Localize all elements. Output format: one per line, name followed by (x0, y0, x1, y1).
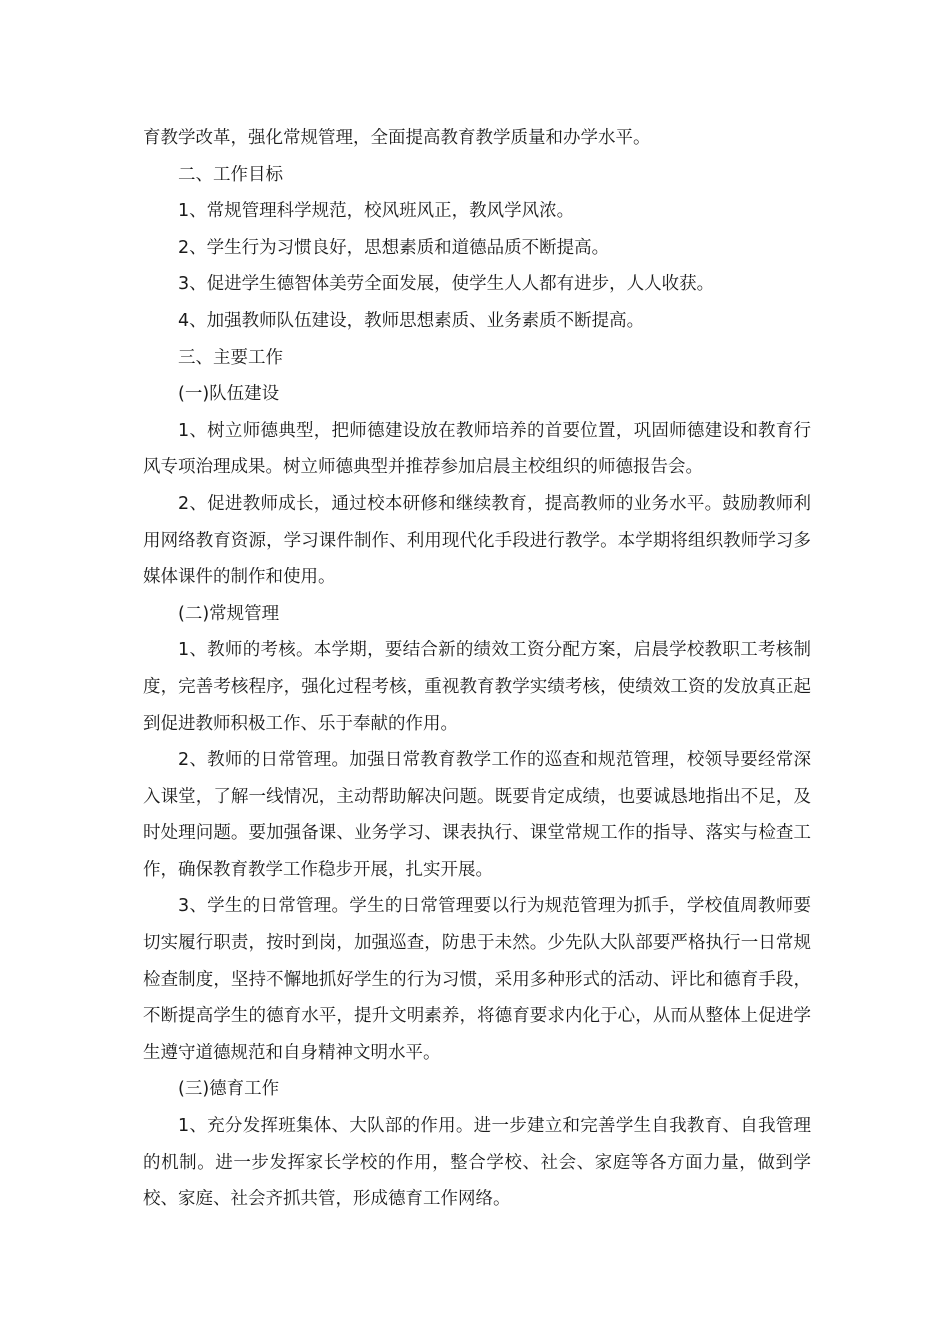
moral-education-item-1: 1、充分发挥班集体、大队部的作用。进一步建立和完善学生自我教育、自我管理的机制。进一步发挥家长学校的作用，整合学校、社会、家庭等各方面力量，做到学校、家庭、社会齐抓共管，形成德育工作网络。 (143, 1116, 811, 1210)
goal-item-3: 3、促进学生德智体美劳全面发展，使学生人人都有进步，人人收获。 (178, 274, 715, 295)
subheading-moral-education: (三)德育工作 (178, 1079, 280, 1100)
routine-management-item-1: 1、教师的考核。本学期，要结合新的绩效工资分配方案，启晨学校教职工考核制度，完善考核程序，强化过程考核，重视教育教学实绩考核，使绩效工资的发放真正起到促进教师积极工作、乐于奉献的作用。 (143, 640, 811, 734)
paragraph-reform-continuation: 育教学改革，强化常规管理，全面提高教育教学质量和办学水平。 (143, 128, 651, 148)
routine-management-item-3: 3、学生的日常管理。学生的日常管理要以行为规范管理为抓手，学校值周教师要切实履行职责，按时到岗，加强巡查，防患于未然。少先队大队部要严格执行一日常规检查制度，坚持不懈地抓好学生的行为习惯，采用多种形式的活动、评比和德育手段，不断提高学生的德育水平，提升文明素养，将德育要求内化于心，从而从整体上促进学生遵守道德规范和自身精神文明水平。 (143, 896, 811, 1063)
goal-item-4: 4、加强教师队伍建设，教师思想素质、业务素质不断提高。 (178, 310, 645, 331)
routine-management-item-2: 2、教师的日常管理。加强日常教育教学工作的巡查和规范管理，校领导要经常深入课堂，了解一线情况，主动帮助解决问题。既要肯定成绩，也要诚恳地指出不足，及时处理问题。要加强备课、业务学习、课表执行、课堂常规工作的指导、落实与检查工作，确保教育教学工作稳步开展，扎实开展。 (143, 750, 811, 880)
subheading-routine-management: (二)常规管理 (178, 603, 280, 624)
goal-item-1: 1、常规管理科学规范，校风班风正，教风学风浓。 (178, 201, 575, 222)
heading-work-goals: 二、工作目标 (178, 164, 283, 185)
goal-item-2: 2、学生行为习惯良好，思想素质和道德品质不断提高。 (178, 237, 610, 258)
team-building-item-1: 1、树立师德典型，把师德建设放在教师培养的首要位置，巩固师德建设和教育行风专项治理成果。树立师德典型并推荐参加启晨主校组织的师德报告会。 (143, 420, 811, 478)
subheading-team-building: (一)队伍建设 (178, 384, 280, 405)
team-building-item-2: 2、促进教师成长，通过校本研修和继续教育，提高教师的业务水平。鼓励教师利用网络教育资源，学习课件制作、利用现代化手段进行教学。本学期将组织教师学习多媒体课件的制作和使用。 (143, 493, 811, 588)
heading-main-work: 三、主要工作 (178, 347, 283, 368)
document-body (143, 120, 811, 1218)
